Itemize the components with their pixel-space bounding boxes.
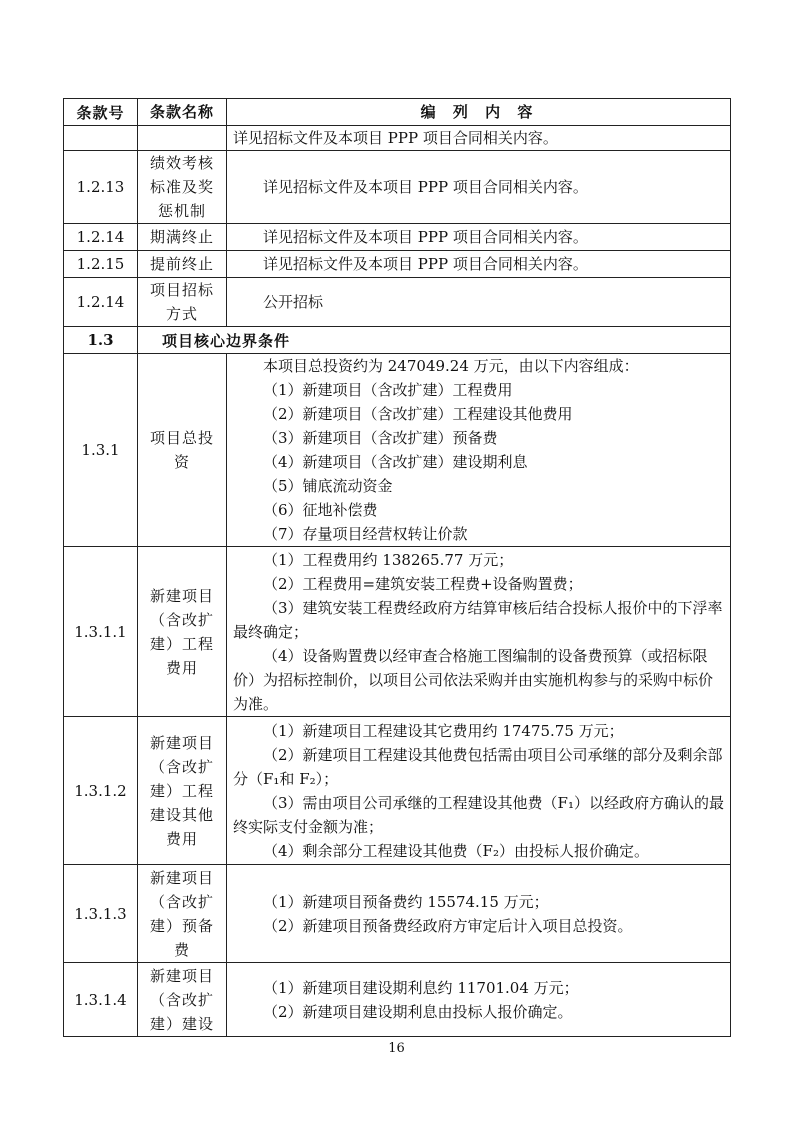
content-line: （6）征地补偿费 bbox=[263, 501, 378, 519]
clause-name: 期满终止 bbox=[138, 224, 227, 251]
content-line: （2）新建项目（含改扩建）工程建设其他费用 bbox=[263, 405, 573, 423]
clause-name bbox=[138, 354, 227, 547]
table-row bbox=[64, 547, 731, 717]
table-header-row bbox=[64, 99, 731, 126]
clause-name-line: 建设其他 bbox=[149, 805, 214, 824]
clause-name bbox=[138, 963, 227, 1037]
clause-content bbox=[227, 717, 731, 865]
page-number: 16 bbox=[388, 1041, 405, 1056]
content-paragraph: （1）新建项目建设期利息约 11701.04 万元； bbox=[263, 978, 579, 997]
content-line: （3）新建项目（含改扩建）预备费 bbox=[263, 429, 498, 447]
clause-name bbox=[138, 278, 227, 327]
clause-content: 公开招标 bbox=[227, 278, 731, 327]
clause-name bbox=[138, 865, 227, 963]
table-row bbox=[64, 224, 731, 251]
table-row bbox=[64, 354, 731, 547]
clause-name-line: （含改扩 bbox=[149, 892, 214, 911]
clause-name-line: 标准及奖 bbox=[149, 178, 214, 196]
content-line: （1）新建项目（含改扩建）工程费用 bbox=[263, 381, 513, 399]
content-line: （7）存量项目经营权转让价款 bbox=[263, 525, 468, 543]
clause-content: 详见招标文件及本项目 PPP 项目合同相关内容。 bbox=[227, 224, 731, 251]
clause-name-line: 建）工程 bbox=[149, 634, 214, 653]
clause-name-line: 新建项目 bbox=[149, 868, 214, 887]
content-line: （5）铺底流动资金 bbox=[263, 477, 393, 495]
clause-content bbox=[227, 354, 731, 547]
section-title: 项目核心边界条件 bbox=[138, 327, 731, 354]
clause-number: 1.3.1 bbox=[64, 354, 138, 547]
clause-content bbox=[227, 547, 731, 717]
clause-name bbox=[138, 547, 227, 717]
clause-content: 详见招标文件及本项目 PPP 项目合同相关内容。 bbox=[227, 151, 731, 224]
clause-name-line: 建）工程 bbox=[149, 781, 214, 800]
header-clause-number: 条款号 bbox=[64, 99, 138, 126]
clause-name-line: 费用 bbox=[165, 658, 198, 677]
clause-number: 1.2.15 bbox=[64, 251, 138, 278]
clause-name-line: 新建项目 bbox=[149, 586, 214, 605]
clause-name: 提前终止 bbox=[138, 251, 227, 278]
clause-name-line: 费用 bbox=[165, 829, 198, 848]
content-paragraph: （3）建筑安装工程费经政府方结算审核后结合投标人报价中的下浮率最终确定； bbox=[233, 598, 723, 641]
clause-name bbox=[138, 126, 227, 151]
clause-content bbox=[227, 963, 731, 1037]
content-paragraph: （2）新建项目工程建设其他费包括需由项目公司承继的部分及剩余部分（F₁和 F₂）； bbox=[233, 745, 723, 788]
clause-name-line: 项目总投 bbox=[149, 429, 214, 447]
table-row bbox=[64, 151, 731, 224]
content-paragraph: （1）工程费用约 138265.77 万元； bbox=[263, 550, 514, 569]
table-row bbox=[64, 126, 731, 151]
clause-number: 1.3.1.1 bbox=[64, 547, 138, 717]
clause-name bbox=[138, 717, 227, 865]
content-paragraph: （4）设备购置费以经审查合格施工图编制的设备费预算（或招标限价）为招标控制价，以项目公司依法采购并由实施机构参与的采购中标价为准。 bbox=[233, 646, 714, 713]
section-row bbox=[64, 327, 731, 354]
content-paragraph: （1）新建项目工程建设其它费用约 17475.75 万元； bbox=[263, 721, 624, 740]
clause-number: 1.3.1.2 bbox=[64, 717, 138, 865]
clause-number bbox=[64, 126, 138, 151]
clause-content: 详见招标文件及本项目 PPP 项目合同相关内容。 bbox=[227, 251, 731, 278]
header-clause-name: 条款名称 bbox=[138, 99, 227, 126]
content-paragraph: （1）新建项目预备费约 15574.15 万元； bbox=[263, 892, 549, 911]
table-row bbox=[64, 251, 731, 278]
clause-number: 1.2.13 bbox=[64, 151, 138, 224]
clause-table bbox=[63, 98, 731, 1037]
content-paragraph: （3）需由项目公司承继的工程建设其他费（F₁）以经政府方确认的最终实际支付金额为准； bbox=[233, 793, 724, 836]
table-row bbox=[64, 865, 731, 963]
clause-name-line: （含改扩 bbox=[149, 990, 214, 1009]
clause-name-line: 项目招标 bbox=[149, 281, 214, 299]
clause-name-line: 新建项目 bbox=[149, 966, 214, 985]
content-paragraph: （2）工程费用=建筑安装工程费+设备购置费； bbox=[263, 574, 583, 593]
clause-name bbox=[138, 151, 227, 224]
table-row bbox=[64, 278, 731, 327]
clause-number: 1.3.1.3 bbox=[64, 865, 138, 963]
clause-name-line: 资 bbox=[173, 453, 190, 471]
clause-name-line: 新建项目 bbox=[149, 733, 214, 752]
clause-number: 1.2.14 bbox=[64, 224, 138, 251]
clause-name-line: 费 bbox=[173, 940, 190, 959]
clause-content bbox=[227, 865, 731, 963]
header-content: 编 列 内 容 bbox=[227, 99, 731, 126]
clause-name-line: 绩效考核 bbox=[149, 154, 214, 172]
content-line: 本项目总投资约为 247049.24 万元，由以下内容组成： bbox=[263, 357, 639, 375]
clause-name-line: 方式 bbox=[165, 305, 198, 323]
content-paragraph: （2）新建项目预备费经政府方审定后计入项目总投资。 bbox=[263, 916, 633, 935]
clause-name-line: （含改扩 bbox=[149, 757, 214, 776]
content-line: （4）新建项目（含改扩建）建设期利息 bbox=[263, 453, 528, 471]
content-paragraph: （4）剩余部分工程建设其他费（F₂）由投标人报价确定。 bbox=[263, 841, 649, 860]
table-row bbox=[64, 963, 731, 1037]
content-paragraph: （2）新建项目建设期利息由投标人报价确定。 bbox=[263, 1002, 573, 1021]
clause-name-line: 惩机制 bbox=[157, 202, 206, 220]
clause-name-line: （含改扩 bbox=[149, 610, 214, 629]
clause-name-line: 建）预备 bbox=[149, 916, 214, 935]
clause-number: 1.2.14 bbox=[64, 278, 138, 327]
clause-content: 详见招标文件及本项目 PPP 项目合同相关内容。 bbox=[227, 126, 731, 151]
section-number: 1.3 bbox=[64, 327, 138, 354]
table-row bbox=[64, 717, 731, 865]
clause-number: 1.3.1.4 bbox=[64, 963, 138, 1037]
clause-name-line: 建）建设 bbox=[149, 1014, 214, 1033]
